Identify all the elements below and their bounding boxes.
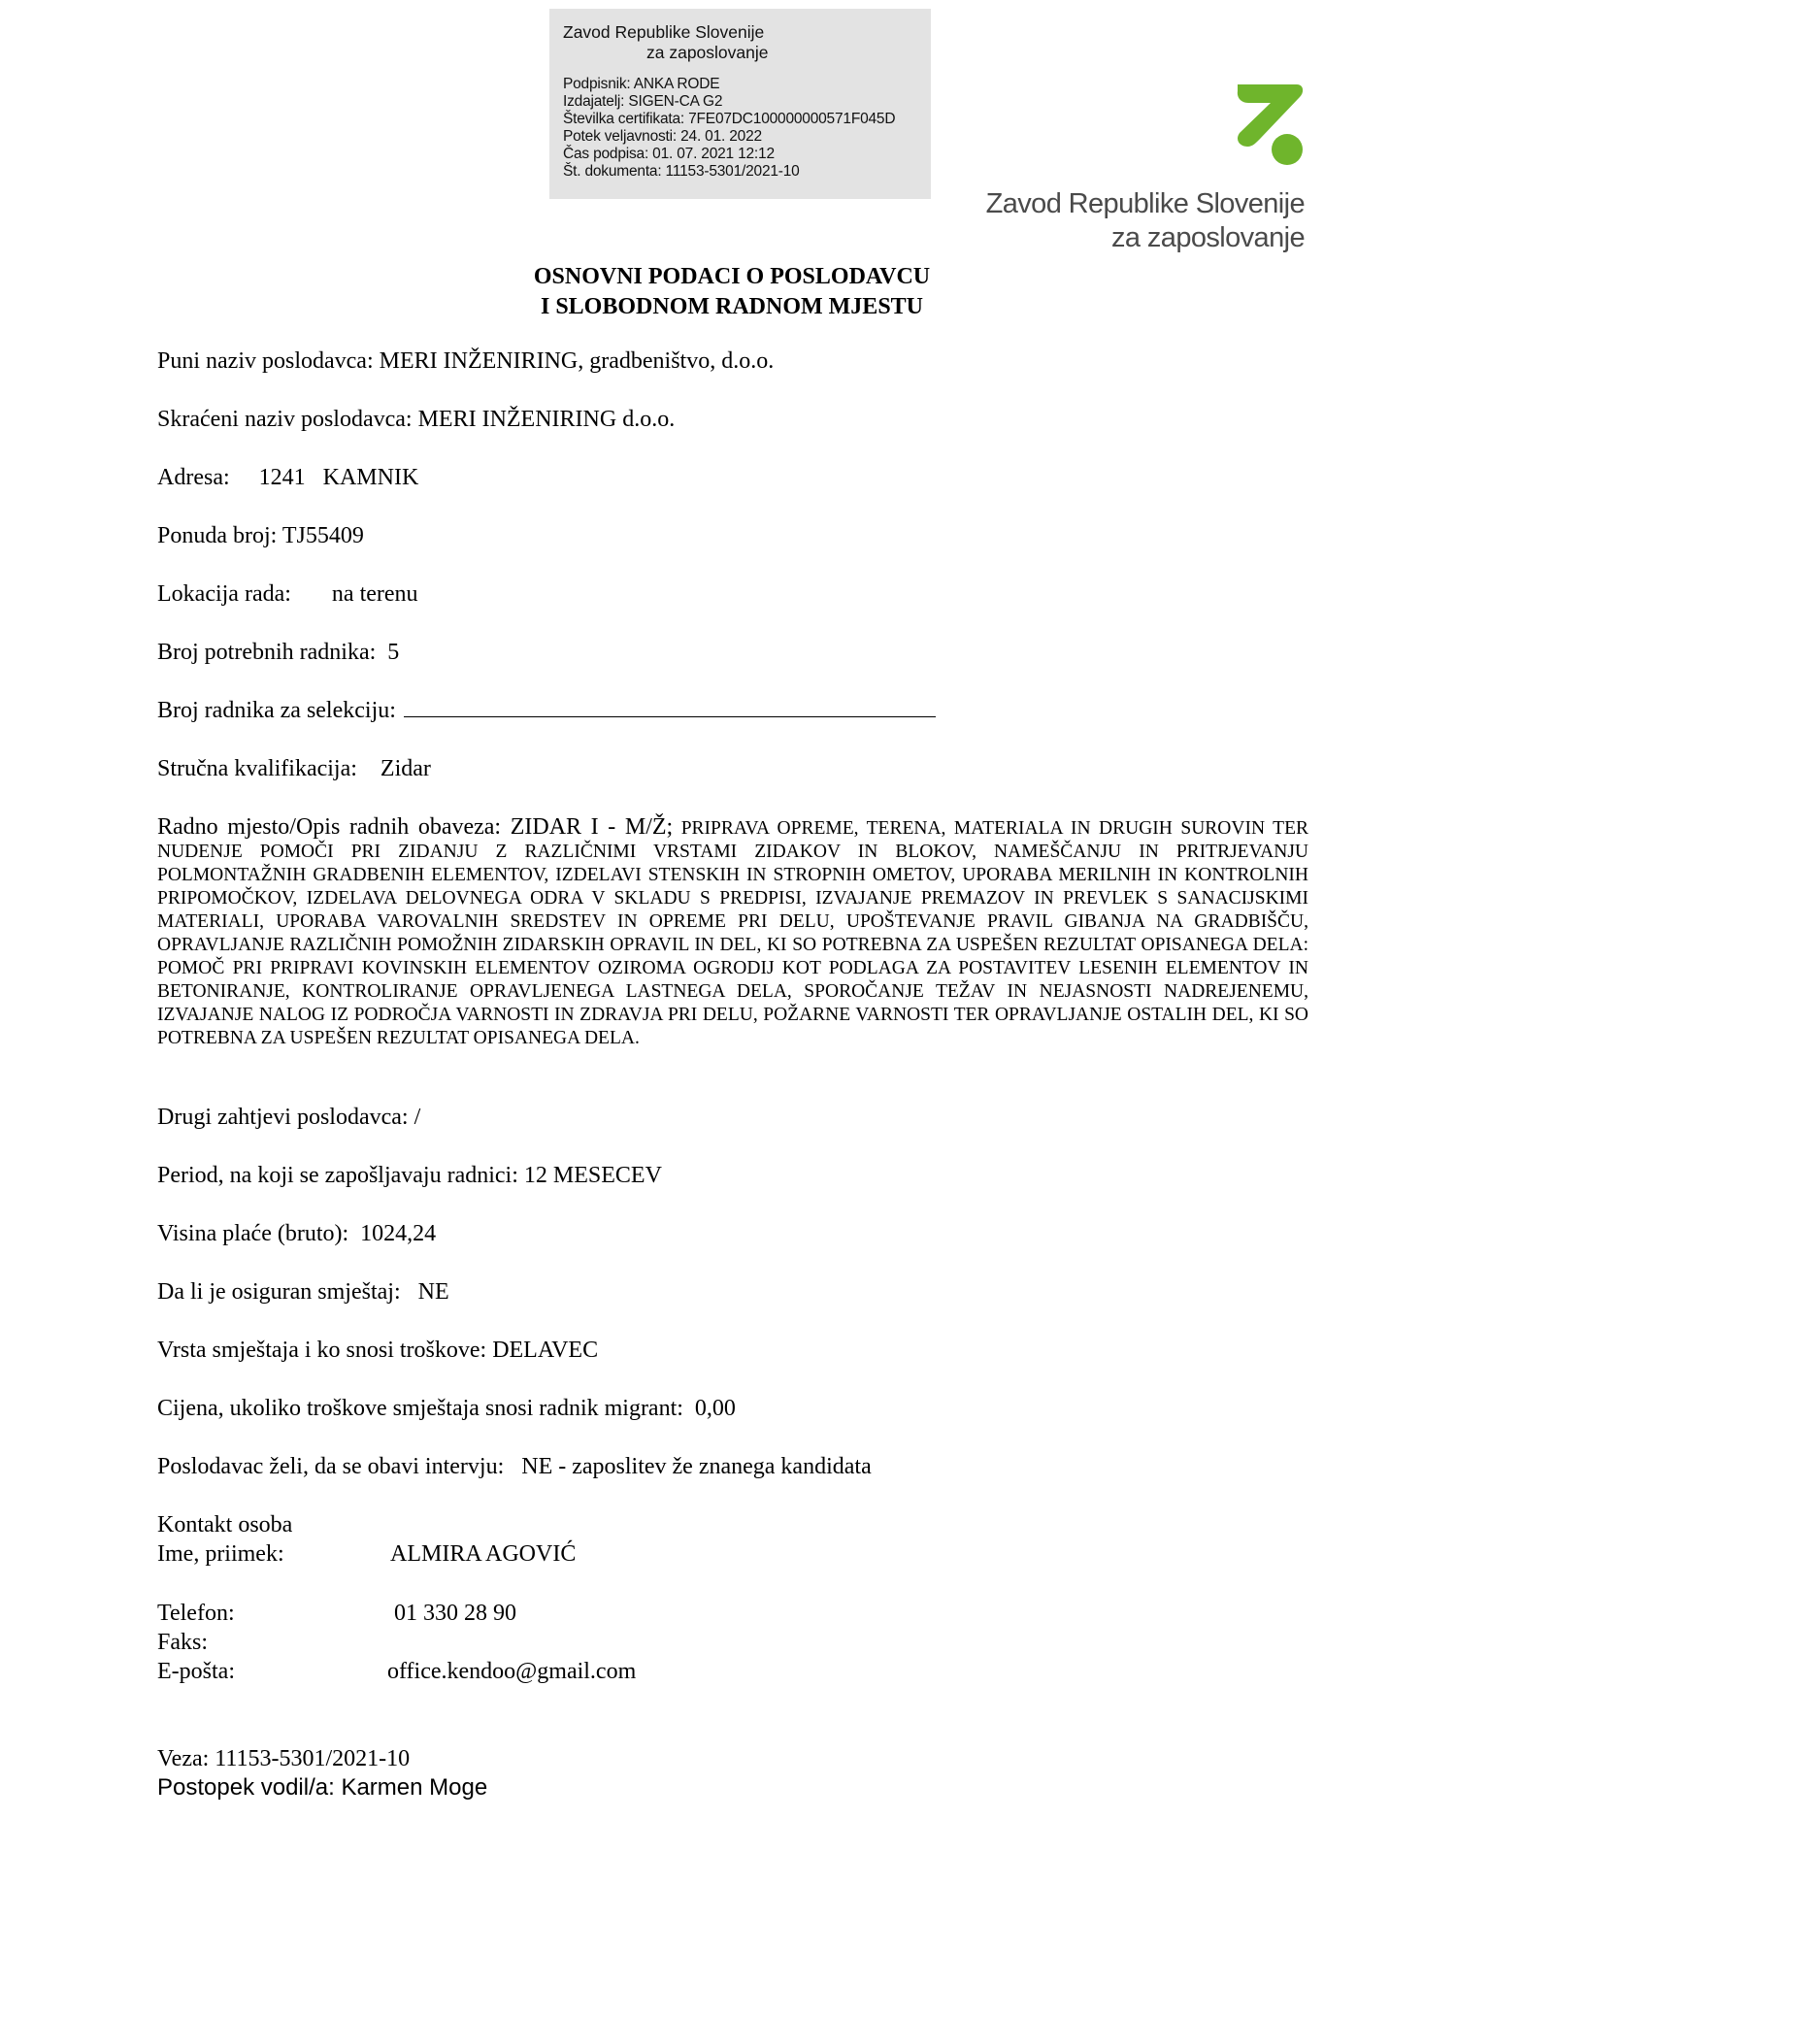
signature-time: Čas podpisa: 01. 07. 2021 12:12 [563,146,775,162]
field-short-name: Skraćeni naziv poslodavca: MERI INŽENIRING d.o.o. [157,407,676,432]
field-workers-selection [157,697,936,724]
document-title-line2: I SLOBODNOM RADNOM MJESTU [540,294,924,319]
field-accommodation-price: Cijena, ukoliko troškove smještaja snosi radnik migrant: 0,00 [157,1396,736,1421]
contact-name-label: Ime, priimek: [157,1541,284,1567]
job-description-label: Radno mjesto/Opis radnih obaveza: ZIDAR I - M/Ž; [157,814,674,840]
contact-email-label: E-pošta: [157,1659,235,1684]
document-title [344,262,1120,322]
field-qualification: Stručna kvalifikacija: Zidar [157,756,431,781]
contact-fax-label: Faks: [157,1630,209,1655]
contact-email-value: office.kendoo@gmail.com [387,1659,637,1684]
field-interview: Poslodavac želi, da se obavi intervju: NE - zaposlitev že znanega kandidata [157,1454,872,1479]
field-workers-selection-label: Broj radnika za selekciju: [157,698,396,723]
field-salary: Visina plaće (bruto): 1024,24 [157,1221,437,1246]
logo-text-line2: za zaposlovanje [1111,222,1305,253]
field-offer-number: Ponuda broj: TJ55409 [157,523,364,548]
footer-procedure: Postopek vodil/a: Karmen Moge [157,1774,488,1801]
digital-signature-box [549,9,931,199]
signature-org-line2: za zaposlovanje [646,43,769,62]
logo-text [986,187,1305,255]
field-address: Adresa: 1241 KAMNIK [157,465,419,490]
logo-text-line1: Zavod Republike Slovenije [985,188,1305,219]
field-full-name: Puni naziv poslodavca: MERI INŽENIRING, gradbeništvo, d.o.o. [157,348,775,374]
logo-mark-dot [1272,134,1303,165]
blank-fill-line [404,699,936,717]
job-description [157,815,1308,1050]
job-description-text: PRIPRAVA OPREME, TERENA, MATERIALA IN DRUGIH SUROVIN TER NUDENJE POMOČI PRI ZIDANJU Z RAZLIČNIMI VRSTAMI ZIDAKOV IN BLOKOV, NAMEŠČANJU IN PRITRJEVANJU POLMONTAŽNIH GRADBENIH ELEMENTOV, IZDELAVI STENSKIH IN STROPNIH OMETOV, UPORABA MERILNIH IN KONTROLNIH PRIPOMOČKOV, IZDELAVA DELOVNEGA ODRA V SKLADU S PREDPISI, IZVAJANJE PREMAZOV IN PREVLEK S SANACIJSKIMI MATERIALI, UPORABA VAROVALNIH SREDSTEV IN OPREME PRI DELU, UPOŠTEVANJE PRAVIL GIBANJA NA GRADBIŠČU, OPRAVLJANJE RAZLIČNIH POMOŽNIH ZIDARSKIH OPRAVIL IN DEL, KI SO POTREBNA ZA USPEŠEN REZULTAT OPISANEGA DELA: POMOČ PRI PRIPRAVI KOVINSKIH ELEMENTOV OZIROMA OGRODIJ KOT PODLAGA ZA POSTAVITEV LESENIH ELEMENTOV IN BETONIRANJE, KONTROLIRANJE OPRAVLJENEGA LASTNEGA DELA, SPOROČANJE TEŽAV IN NEJASNOSTI NADREJENEMU, IZVAJANJE NALOG IZ PODROČJA VARNOSTI IN ZDRAVJA PRI DELU, POŽARNE VARNOSTI TER OPRAVLJANJE OSTALIH DEL, KI SO POTREBNA ZA USPEŠEN REZULTAT OPISANEGA DELA. [157,818,1308,1048]
field-period: Period, na koji se zapošljavaju radnici: 12 MESECEV [157,1163,662,1188]
field-workers-needed: Broj potrebnih radnika: 5 [157,640,400,665]
contact-heading: Kontakt osoba [157,1512,293,1538]
signature-doc-number: Št. dokumenta: 11153-5301/2021-10 [563,163,800,180]
footer-reference: Veza: 11153-5301/2021-10 [157,1746,411,1771]
signature-cert-number: Številka certifikata: 7FE07DC100000000571F045D [563,111,896,127]
signature-org-line1: Zavod Republike Slovenije [563,22,765,42]
zavod-logo-icon [1235,82,1305,167]
contact-name-value: ALMIRA AGOVIĆ [390,1541,577,1567]
field-accommodation: Da li je osiguran smještaj: NE [157,1279,449,1305]
field-location: Lokacija rada: na terenu [157,581,418,607]
signature-issuer: Izdajatelj: SIGEN-CA G2 [563,93,723,110]
document-title-line1: OSNOVNI PODACI O POSLODAVCU [533,264,931,289]
field-accommodation-type: Vrsta smještaja i ko snosi troškove: DELAVEC [157,1338,599,1363]
contact-phone-label: Telefon: [157,1601,235,1626]
signature-signer: Podpisnik: ANKA RODE [563,76,720,92]
field-other-requirements: Drugi zahtjevi poslodavca: / [157,1105,421,1130]
contact-phone-value: 01 330 28 90 [394,1601,516,1626]
signature-validity: Potek veljavnosti: 24. 01. 2022 [563,128,762,145]
